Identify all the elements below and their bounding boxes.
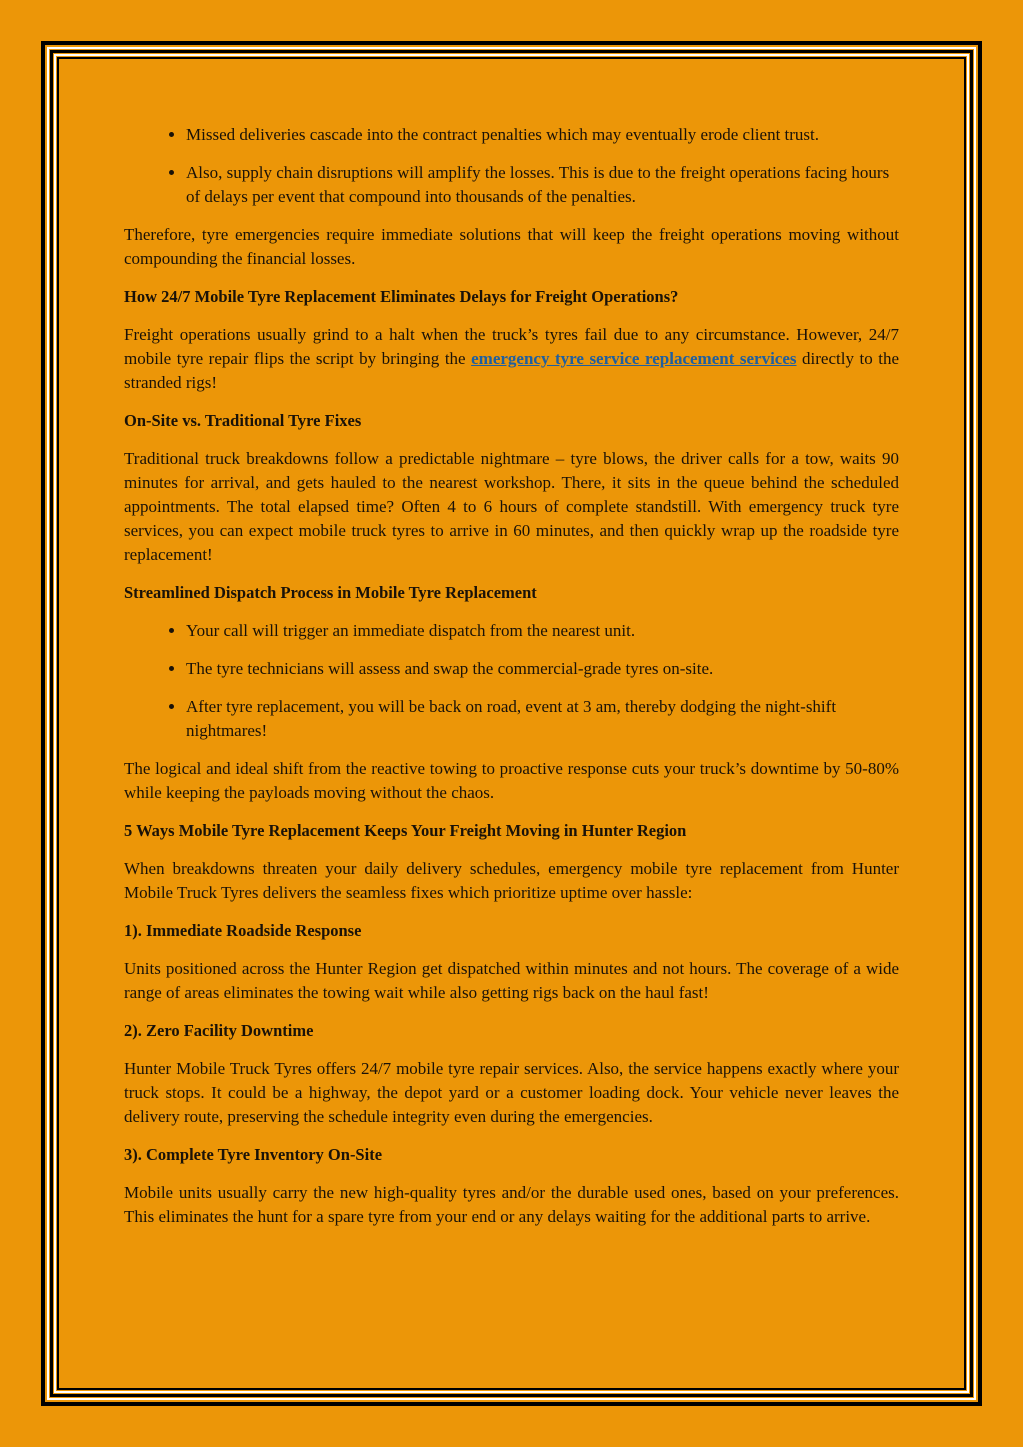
bullet-list-impacts bbox=[124, 123, 899, 209]
list-item: • The tyre technicians will assess and swap the commercial-grade tyres on-site. bbox=[186, 657, 899, 681]
paragraph: Hunter Mobile Truck Tyres offers 24/7 mobile tyre repair services. Also, the service happens exactly where your truck stops. It could be a highway, the depot yard or a customer loading dock. Your vehicle never leaves the delivery route, preserving the schedule integrity even during the emergencies. bbox=[124, 1059, 899, 1126]
emergency-tyre-service-link[interactable]: emergency tyre service replacement services bbox=[471, 349, 797, 368]
paragraph: Mobile units usually carry the new high-quality tyres and/or the durable used ones, based on your preferences. This eliminates the hunt for a spare tyre from your end or any delays waiting for the additional parts to arrive. bbox=[124, 1183, 899, 1226]
section-heading: Streamlined Dispatch Process in Mobile Tyre Replacement bbox=[124, 583, 537, 602]
section-heading: 5 Ways Mobile Tyre Replacement Keeps Your Freight Moving in Hunter Region bbox=[124, 821, 687, 840]
text: Freight operations usually grind to a halt when the truck’s tyres fail due to any circumstance. However, 24/7 mobile tyre repair flips the script by bringing the bbox=[124, 325, 899, 368]
paragraph: The logical and ideal shift from the reactive towing to proactive response cuts your truck’s downtime by 50-80% while keeping the payloads moving without the chaos. bbox=[124, 759, 899, 802]
list-item: • After tyre replacement, you will be back on road, event at 3 am, thereby dodging the night-shift nightmares! bbox=[186, 695, 899, 743]
list-item: • Missed deliveries cascade into the contract penalties which may eventually erode client trust. bbox=[186, 123, 899, 147]
paragraph bbox=[124, 323, 899, 395]
paragraph: Therefore, tyre emergencies require immediate solutions that will keep the freight operations moving without compounding the financial losses. bbox=[124, 225, 899, 268]
text: directly to the stranded rigs! bbox=[124, 349, 899, 392]
list-item: • Your call will trigger an immediate dispatch from the nearest unit. bbox=[186, 619, 899, 643]
subsection-heading: 1). Immediate Roadside Response bbox=[124, 921, 362, 940]
section-heading: How 24/7 Mobile Tyre Replacement Eliminates Delays for Freight Operations? bbox=[124, 287, 679, 306]
paragraph: When breakdowns threaten your daily delivery schedules, emergency mobile tyre replacement from Hunter Mobile Truck Tyres delivers the seamless fixes which prioritize uptime over hassle: bbox=[124, 859, 899, 902]
section-heading: On-Site vs. Traditional Tyre Fixes bbox=[124, 411, 362, 430]
paragraph: Traditional truck breakdowns follow a predictable nightmare – tyre blows, the driver calls for a tow, waits 90 minutes for arrival, and gets hauled to the nearest workshop. There, it sits in the queue behind the scheduled appointments. The total elapsed time? Often 4 to 6 hours of complete standstill. With emergency truck tyre services, you can expect mobile truck tyres to arrive in 60 minutes, and then quickly wrap up the roadside tyre replacement! bbox=[124, 449, 899, 564]
subsection-heading: 3). Complete Tyre Inventory On-Site bbox=[124, 1145, 383, 1164]
subsection-heading: 2). Zero Facility Downtime bbox=[124, 1021, 314, 1040]
paragraph: Units positioned across the Hunter Region get dispatched within minutes and not hours. The coverage of a wide range of areas eliminates the towing wait while also getting rigs back on the haul fast! bbox=[124, 959, 899, 1002]
list-item: • Also, supply chain disruptions will amplify the losses. This is due to the freight operations facing hours of delays per event that compound into thousands of the penalties. bbox=[186, 161, 899, 209]
document-body bbox=[124, 123, 899, 1243]
bullet-list-dispatch bbox=[124, 619, 899, 743]
